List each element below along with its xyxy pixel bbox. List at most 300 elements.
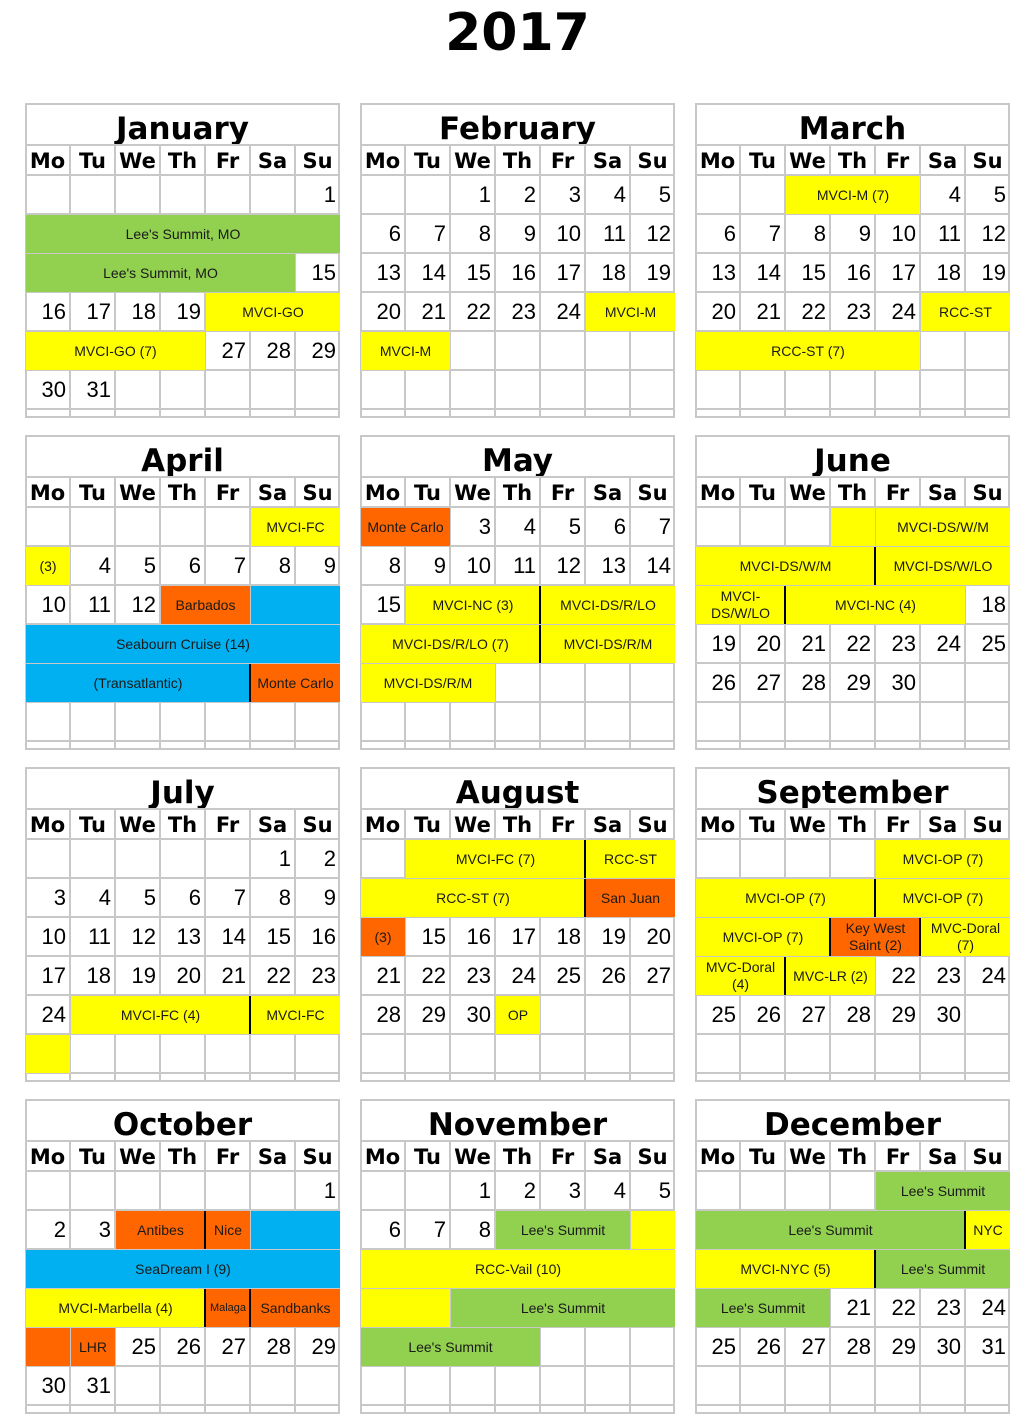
month-march <box>695 103 1010 418</box>
weekday-header: Su <box>637 481 668 505</box>
day-number: 23 <box>891 631 916 656</box>
year-title: 2017 <box>445 3 590 63</box>
day-number: 28 <box>266 1334 291 1359</box>
day-number: 6 <box>388 221 401 246</box>
event-bar <box>631 1211 675 1249</box>
weekday-header: We <box>454 1145 491 1169</box>
event-divider <box>249 664 251 702</box>
event-bar: MVCI-GO (7) <box>26 332 205 370</box>
day-number: 30 <box>41 1373 66 1398</box>
day-number: 29 <box>846 670 871 695</box>
day-number: 15 <box>801 260 826 285</box>
weekday-header: Sa <box>592 813 623 837</box>
event-divider <box>539 586 541 624</box>
weekday-header: Fr <box>885 149 910 173</box>
day-number: 12 <box>556 553 581 578</box>
day-number: 12 <box>981 221 1006 246</box>
day-number: 4 <box>948 182 961 207</box>
day-number: 22 <box>891 963 916 988</box>
day-number: 4 <box>613 1178 626 1203</box>
month-april <box>25 435 340 750</box>
day-number: 19 <box>601 924 626 949</box>
weekday-header: Sa <box>592 1145 623 1169</box>
event-bar <box>251 586 340 624</box>
month-title: December <box>695 1099 1010 1139</box>
day-number: 2 <box>523 1178 536 1203</box>
day-number: 9 <box>858 221 871 246</box>
day-number: 19 <box>131 963 156 988</box>
weekday-header: Mo <box>29 813 66 837</box>
day-number: 13 <box>711 260 736 285</box>
weekday-header: Sa <box>927 1145 958 1169</box>
day-number: 8 <box>278 885 291 910</box>
weekday-header: Th <box>502 1145 533 1169</box>
day-number: 15 <box>376 592 401 617</box>
weekday-header: Su <box>972 813 1003 837</box>
weekday-header: We <box>789 481 826 505</box>
weekday-header: We <box>119 813 156 837</box>
day-number: 2 <box>323 846 336 871</box>
day-number: 23 <box>466 963 491 988</box>
event-bar: Lee's Summit <box>496 1211 630 1249</box>
day-number: 2 <box>53 1217 66 1242</box>
event-divider <box>784 586 786 624</box>
event-bar: MVC-Doral (4) <box>696 957 785 995</box>
weekday-header: Mo <box>29 481 66 505</box>
event-bar: MVCI-DS/W/M <box>696 547 875 585</box>
event-bar: Key West Saint (2) <box>831 918 920 956</box>
day-number: 10 <box>556 221 581 246</box>
day-number: 3 <box>98 1217 111 1242</box>
weekday-header: Th <box>167 813 198 837</box>
day-number: 1 <box>323 1178 336 1203</box>
month-december <box>695 1099 1010 1414</box>
event-bar: Lee's Summit <box>876 1172 1010 1210</box>
day-number: 25 <box>711 1334 736 1359</box>
weekday-header: Fr <box>215 481 240 505</box>
month-july <box>25 767 340 1082</box>
day-number: 5 <box>143 885 156 910</box>
weekday-header: Sa <box>257 481 288 505</box>
day-number: 30 <box>936 1002 961 1027</box>
month-title: November <box>360 1099 675 1139</box>
weekday-header: Th <box>502 149 533 173</box>
day-number: 29 <box>891 1002 916 1027</box>
weekday-header: Tu <box>79 813 106 837</box>
day-number: 13 <box>376 260 401 285</box>
day-number: 27 <box>221 338 246 363</box>
day-number: 25 <box>711 1002 736 1027</box>
day-number: 3 <box>568 1178 581 1203</box>
month-title: July <box>25 767 340 807</box>
day-number: 26 <box>601 963 626 988</box>
day-number: 28 <box>846 1334 871 1359</box>
weekday-header: Fr <box>885 813 910 837</box>
day-number: 27 <box>801 1002 826 1027</box>
event-bar: MVCI-NC (4) <box>786 586 965 624</box>
weekday-header: Mo <box>364 149 401 173</box>
day-number: 14 <box>756 260 781 285</box>
day-number: 18 <box>936 260 961 285</box>
event-bar: MVCI-OP (7) <box>876 879 1010 917</box>
weekday-header: Mo <box>699 813 736 837</box>
day-number: 30 <box>466 1002 491 1027</box>
month-title: October <box>25 1099 340 1139</box>
day-number: 29 <box>311 338 336 363</box>
day-number: 24 <box>41 1002 66 1027</box>
weekday-header: Su <box>637 149 668 173</box>
month-january <box>25 103 340 418</box>
day-number: 29 <box>891 1334 916 1359</box>
day-number: 6 <box>388 1217 401 1242</box>
event-bar: RCC-ST (7) <box>696 332 920 370</box>
weekday-header: Th <box>837 813 868 837</box>
event-bar: MVCI-DS/W/M <box>876 508 1010 546</box>
weekday-header: Th <box>167 149 198 173</box>
day-number: 10 <box>41 924 66 949</box>
weekday-header: We <box>789 813 826 837</box>
event-bar <box>251 1211 340 1249</box>
event-bar: RCC-Vail (10) <box>361 1250 675 1288</box>
day-number: 13 <box>176 924 201 949</box>
event-bar: RCC-ST <box>586 840 675 878</box>
day-number: 30 <box>41 377 66 402</box>
weekday-header: Th <box>167 1145 198 1169</box>
event-divider <box>829 918 831 956</box>
weekday-header: Tu <box>79 149 106 173</box>
event-bar: Lee's Summit <box>451 1289 675 1327</box>
weekday-header: We <box>454 813 491 837</box>
day-number: 30 <box>936 1334 961 1359</box>
day-number: 25 <box>981 631 1006 656</box>
month-october <box>25 1099 340 1414</box>
event-bar: MVCI-Marbella (4) <box>26 1289 205 1327</box>
day-number: 29 <box>311 1334 336 1359</box>
event-bar: MVCI-NC (3) <box>406 586 540 624</box>
event-bar: MVCI-M (7) <box>786 176 920 214</box>
weekday-header: Th <box>502 481 533 505</box>
day-number: 1 <box>478 182 491 207</box>
day-number: 7 <box>433 1217 446 1242</box>
event-bar: MVC-LR (2) <box>786 957 875 995</box>
day-number: 31 <box>86 1373 111 1398</box>
weekday-header: Fr <box>550 149 575 173</box>
day-number: 18 <box>131 299 156 324</box>
day-number: 5 <box>143 553 156 578</box>
day-number: 26 <box>756 1334 781 1359</box>
day-number: 31 <box>981 1334 1006 1359</box>
weekday-header: Fr <box>550 813 575 837</box>
event-bar: OP <box>496 996 540 1034</box>
day-number: 24 <box>936 631 961 656</box>
weekday-header: Sa <box>257 813 288 837</box>
event-bar: (3) <box>26 547 70 585</box>
day-number: 15 <box>266 924 291 949</box>
weekday-header: Tu <box>414 813 441 837</box>
day-number: 16 <box>511 260 536 285</box>
day-number: 11 <box>88 924 111 949</box>
day-number: 11 <box>88 592 111 617</box>
event-bar: MVCI-DS/R/M <box>361 664 495 702</box>
weekday-header: We <box>119 1145 156 1169</box>
event-bar: MVCI-FC (4) <box>71 996 250 1034</box>
event-divider <box>919 918 921 956</box>
day-number: 5 <box>993 182 1006 207</box>
month-title: August <box>360 767 675 807</box>
month-title: September <box>695 767 1010 807</box>
day-number: 3 <box>53 885 66 910</box>
weekday-header: Tu <box>79 481 106 505</box>
weekday-header: Tu <box>749 813 776 837</box>
day-number: 27 <box>221 1334 246 1359</box>
day-number: 8 <box>388 553 401 578</box>
month-september <box>695 767 1010 1082</box>
day-number: 16 <box>466 924 491 949</box>
weekday-header: Su <box>637 1145 668 1169</box>
event-bar: MVC-Doral (7) <box>921 918 1010 956</box>
day-number: 22 <box>801 299 826 324</box>
day-number: 4 <box>98 885 111 910</box>
weekday-header: Tu <box>749 481 776 505</box>
weekday-header: Th <box>837 149 868 173</box>
month-title: May <box>360 435 675 475</box>
day-number: 22 <box>846 631 871 656</box>
weekday-header: Mo <box>29 1145 66 1169</box>
day-number: 3 <box>478 514 491 539</box>
day-number: 11 <box>603 221 626 246</box>
weekday-header: Fr <box>885 481 910 505</box>
day-number: 18 <box>556 924 581 949</box>
day-number: 1 <box>478 1178 491 1203</box>
day-number: 4 <box>613 182 626 207</box>
event-bar <box>361 1289 450 1327</box>
day-number: 27 <box>801 1334 826 1359</box>
weekday-header: Tu <box>414 1145 441 1169</box>
day-number: 15 <box>466 260 491 285</box>
event-bar: MVCI-M <box>361 332 450 370</box>
day-number: 6 <box>188 553 201 578</box>
event-bar: Malaga <box>206 1289 250 1327</box>
event-bar: MVCI-GO <box>206 293 340 331</box>
day-number: 6 <box>188 885 201 910</box>
day-number: 7 <box>233 553 246 578</box>
day-number: 28 <box>376 1002 401 1027</box>
event-divider <box>204 1211 206 1249</box>
day-number: 8 <box>813 221 826 246</box>
day-number: 21 <box>376 963 401 988</box>
day-number: 25 <box>556 963 581 988</box>
month-june <box>695 435 1010 750</box>
event-bar: SeaDream I (9) <box>26 1250 340 1288</box>
weekday-header: Su <box>302 813 333 837</box>
day-number: 9 <box>323 553 336 578</box>
weekday-header: We <box>119 481 156 505</box>
day-number: 24 <box>981 963 1006 988</box>
event-bar <box>26 1328 70 1366</box>
weekday-header: Su <box>972 1145 1003 1169</box>
day-number: 12 <box>131 592 156 617</box>
day-number: 20 <box>376 299 401 324</box>
day-number: 21 <box>421 299 446 324</box>
day-number: 25 <box>131 1334 156 1359</box>
weekday-header: Sa <box>927 813 958 837</box>
weekday-header: Mo <box>29 149 66 173</box>
day-number: 20 <box>176 963 201 988</box>
weekday-header: Th <box>837 1145 868 1169</box>
day-number: 23 <box>936 963 961 988</box>
day-number: 23 <box>511 299 536 324</box>
day-number: 22 <box>421 963 446 988</box>
day-number: 16 <box>41 299 66 324</box>
weekday-header: Mo <box>699 481 736 505</box>
day-number: 15 <box>421 924 446 949</box>
day-number: 10 <box>41 592 66 617</box>
event-divider <box>204 1289 206 1327</box>
event-bar: MVCI-DS/R/LO <box>541 586 675 624</box>
weekday-header: We <box>454 149 491 173</box>
day-number: 3 <box>568 182 581 207</box>
month-november <box>360 1099 675 1414</box>
event-divider <box>539 625 541 663</box>
day-number: 26 <box>711 670 736 695</box>
weekday-header: Tu <box>79 1145 106 1169</box>
day-number: 19 <box>646 260 671 285</box>
day-number: 17 <box>891 260 916 285</box>
day-number: 7 <box>658 514 671 539</box>
weekday-header: Th <box>167 481 198 505</box>
day-number: 27 <box>646 963 671 988</box>
day-number: 7 <box>433 221 446 246</box>
day-number: 5 <box>658 182 671 207</box>
day-number: 17 <box>556 260 581 285</box>
day-number: 17 <box>86 299 111 324</box>
weekday-header: Mo <box>364 481 401 505</box>
day-number: 22 <box>891 1295 916 1320</box>
day-number: 18 <box>86 963 111 988</box>
day-number: 29 <box>421 1002 446 1027</box>
day-number: 19 <box>981 260 1006 285</box>
day-number: 28 <box>846 1002 871 1027</box>
month-title: February <box>360 103 675 143</box>
day-number: 24 <box>511 963 536 988</box>
event-divider <box>874 879 876 917</box>
month-title: June <box>695 435 1010 475</box>
event-divider <box>874 547 876 585</box>
weekday-header: Tu <box>414 149 441 173</box>
day-number: 21 <box>846 1295 871 1320</box>
event-divider <box>249 996 251 1034</box>
day-number: 15 <box>311 260 336 285</box>
event-bar: RCC-ST <box>921 293 1010 331</box>
day-number: 23 <box>846 299 871 324</box>
event-bar: Seabourn Cruise (14) <box>26 625 340 663</box>
weekday-header: Tu <box>414 481 441 505</box>
event-bar: Lee's Summit <box>876 1250 1010 1288</box>
month-august <box>360 767 675 1082</box>
day-number: 14 <box>221 924 246 949</box>
event-bar: Lee's Summit <box>696 1211 965 1249</box>
day-number: 10 <box>466 553 491 578</box>
weekday-header: Mo <box>364 1145 401 1169</box>
weekday-header: Su <box>972 481 1003 505</box>
event-bar: (Transatlantic) <box>26 664 250 702</box>
event-bar: RCC-ST (7) <box>361 879 585 917</box>
event-bar: MVCI-OP (7) <box>696 879 875 917</box>
weekday-header: Th <box>502 813 533 837</box>
day-number: 28 <box>266 338 291 363</box>
event-divider <box>584 840 586 878</box>
weekday-header: Su <box>637 813 668 837</box>
day-number: 1 <box>278 846 291 871</box>
day-number: 21 <box>801 631 826 656</box>
day-number: 24 <box>891 299 916 324</box>
event-bar: Sandbanks <box>251 1289 340 1327</box>
weekday-header: Sa <box>592 481 623 505</box>
month-may <box>360 435 675 750</box>
day-number: 27 <box>756 670 781 695</box>
weekday-header: Sa <box>592 149 623 173</box>
day-number: 14 <box>421 260 446 285</box>
event-bar: Lee's Summit <box>361 1328 540 1366</box>
event-bar: Barbados <box>161 586 250 624</box>
weekday-header: Su <box>972 149 1003 173</box>
event-bar: MVCI-OP (7) <box>696 918 830 956</box>
weekday-header: Su <box>302 149 333 173</box>
weekday-header: Mo <box>699 1145 736 1169</box>
day-number: 28 <box>801 670 826 695</box>
event-bar: MVCI-DS/W/LO <box>876 547 1010 585</box>
day-number: 10 <box>891 221 916 246</box>
day-number: 4 <box>523 514 536 539</box>
day-number: 7 <box>768 221 781 246</box>
event-bar: MVCI-OP (7) <box>876 840 1010 878</box>
day-number: 8 <box>478 1217 491 1242</box>
day-number: 26 <box>756 1002 781 1027</box>
day-number: 9 <box>433 553 446 578</box>
day-number: 31 <box>86 377 111 402</box>
event-bar: NYC <box>966 1211 1010 1249</box>
weekday-header: Tu <box>749 149 776 173</box>
day-number: 19 <box>711 631 736 656</box>
day-number: 20 <box>711 299 736 324</box>
day-number: 7 <box>233 885 246 910</box>
day-number: 5 <box>568 514 581 539</box>
day-number: 18 <box>601 260 626 285</box>
day-number: 17 <box>511 924 536 949</box>
day-number: 21 <box>221 963 246 988</box>
weekday-header: We <box>454 481 491 505</box>
weekday-header: Th <box>837 481 868 505</box>
event-bar: MVCI-DS/W/LO <box>696 586 785 624</box>
event-bar: (3) <box>361 918 405 956</box>
day-number: 8 <box>478 221 491 246</box>
event-divider <box>874 1250 876 1288</box>
day-number: 13 <box>601 553 626 578</box>
day-number: 11 <box>513 553 536 578</box>
weekday-header: Sa <box>257 1145 288 1169</box>
day-number: 24 <box>556 299 581 324</box>
day-number: 5 <box>658 1178 671 1203</box>
weekday-header: Mo <box>364 813 401 837</box>
weekday-header: We <box>119 149 156 173</box>
event-divider <box>249 1289 251 1327</box>
event-bar: San Juan <box>586 879 675 917</box>
day-number: 20 <box>646 924 671 949</box>
event-bar: MVCI-FC (7) <box>406 840 585 878</box>
day-number: 30 <box>891 670 916 695</box>
day-number: 23 <box>311 963 336 988</box>
day-number: 14 <box>646 553 671 578</box>
